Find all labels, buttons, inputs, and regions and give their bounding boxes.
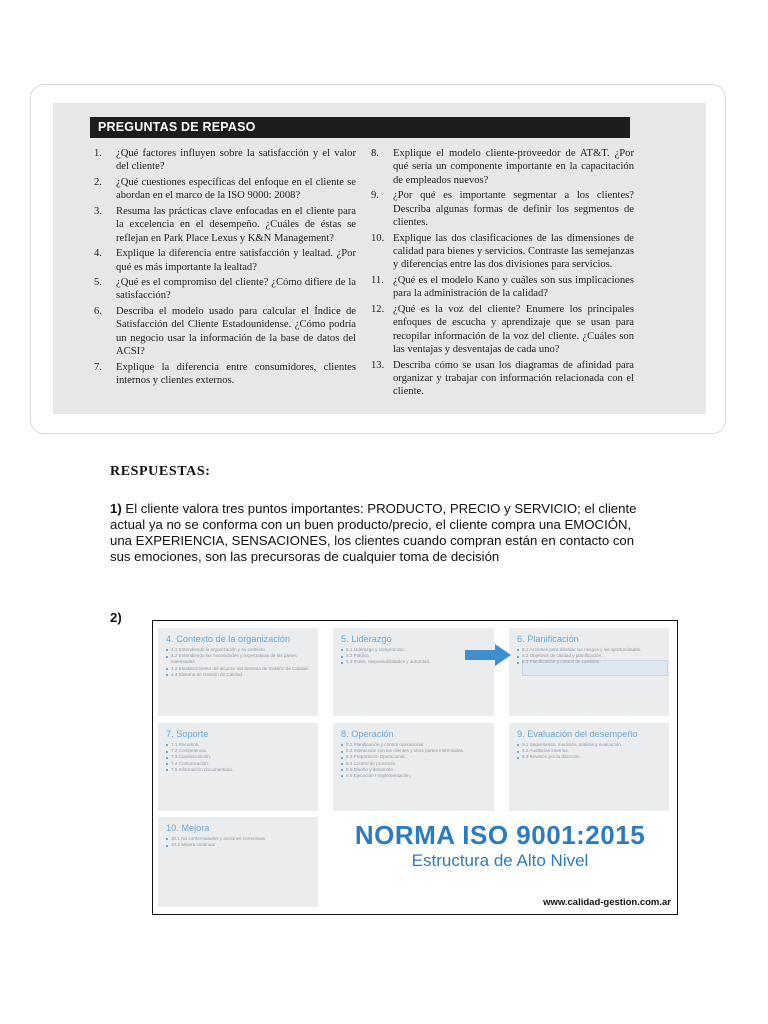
clause-box-operation: [333, 723, 494, 811]
question-item: 8. Explique el modelo cliente-proveedor de AT&T. ¿Por qué sería un componente importante en la capacitación de empleados nuevos?: [371, 148, 634, 186]
clause-item: 4.1 Entendiendo la organización y su contexto.: [166, 647, 312, 653]
figure-title: NORMA ISO 9001:2015: [354, 820, 646, 850]
question-item: 5. ¿Qué es el compromiso del cliente? ¿Cómo difiere de la satisfacción?: [94, 277, 356, 302]
clause-box-improvement: [158, 817, 318, 907]
clause-items: [517, 647, 657, 666]
clause-item: 10.2 Mejora continua.: [166, 842, 312, 848]
questions-left-column: [94, 147, 356, 390]
clause-item: 7.3 Concienciación.: [166, 754, 312, 760]
clause-items: [517, 742, 663, 761]
clause-title: 4. Contexto de la organización: [166, 634, 291, 644]
clause-item: 8.6 Ejecución / Implementación.: [341, 773, 487, 779]
answers-title: RESPUESTAS:: [110, 464, 211, 479]
review-questions-panel: [53, 103, 706, 414]
clause-item: 6.2 Objetivos de calidad y planificación.: [517, 653, 657, 659]
clause-box-support: [158, 723, 318, 811]
clause-title: 7. Soporte: [166, 729, 209, 739]
clause-item: 7.1 Recursos.: [166, 742, 312, 748]
clause-items: [341, 742, 487, 779]
clause-item: 4.4 Sistema de Gestión de Calidad.: [166, 672, 312, 678]
clause-item: 7.4 Comunicación.: [166, 761, 312, 767]
clause-item: 8.3 Preparación Operacional.: [341, 754, 487, 760]
question-item: 4. Explique la diferencia entre satisfacción y lealtad. ¿Por qué es más importante la lealtad?: [94, 248, 356, 273]
answer-1-number: 1): [110, 501, 122, 516]
clause-item: 10.1 No conformidades y acciones correctivas.: [166, 836, 312, 842]
clause-title: 10. Mejora: [166, 823, 210, 833]
question-item: 1. ¿Qué factores influyen sobre la satisfacción y el valor del cliente?: [94, 148, 356, 173]
question-item: 12. ¿Qué es la voz del cliente? Enumere los principales enfoques de escucha y aprendizaje que se usan para recopilar información de la voz del cliente. ¿Cuáles son las ventajas y desventajas de cada uno?: [371, 303, 634, 356]
question-item: 6. Describa el modelo usado para calcular el Índice de Satisfacción del Cliente Estadounidense. ¿Cómo podría un negocio usar la información de la base de datos del ACSI?: [94, 305, 356, 358]
question-item: 13. Describa cómo se usan los diagramas de afinidad para organizar y trabajar con información relacionada con el cliente.: [371, 359, 634, 398]
clause-item: 4.3 Establecimiento del alcance del Sistema de Gestión de Calidad.: [166, 666, 312, 672]
clause-title: 9. Evaluación del desempeño: [517, 729, 638, 739]
question-item: 10. Explique las dos clasificaciones de las dimensiones de calidad para bienes y servicios. Contraste las semejanzas y diferencias entre las dos divisiones para servicios.: [371, 232, 634, 271]
clause-item: 6.3 Planificación y control de cambios.: [517, 659, 657, 665]
clause-item: 8.4 Control de procesos.: [341, 761, 487, 767]
clause-item: 7.5 Información documentada.: [166, 767, 312, 773]
review-heading: PREGUNTAS DE REPASO: [90, 117, 630, 138]
answer-1-text: El cliente valora tres puntos importantes: PRODUCTO, PRECIO y SERVICIO; el cliente actual ya no se conforma con un buen producto/precio, el cliente compra una EMOCIÓN, una EXPERIENCIA, SENSACIONES, los clientes cuando compran están en contacto con sus emociones, son las precursoras de cualquier toma de decisión: [110, 501, 637, 564]
answer-1: [110, 501, 650, 565]
clause-item: 5.1 Liderazgo y compromiso.: [341, 647, 487, 653]
clause-title: 6. Planificación: [517, 634, 579, 644]
figure-source-url: www.calidad-gestion.com.ar: [543, 897, 671, 908]
clause-item: 7.2 Competencia.: [166, 748, 312, 754]
clause-item: 8.2 Interacción con los clientes y otras partes interesadas.: [341, 748, 487, 754]
figure-subtitle: Estructura de Alto Nivel: [411, 851, 589, 870]
clause-item: 8.5 Diseño y desarrollo.: [341, 767, 487, 773]
review-questions-card: [30, 84, 726, 434]
clause-item: 5.2 Política.: [341, 653, 487, 659]
clause-item: 5.3 Roles, responsabilidades y autoridad.: [341, 659, 487, 665]
answer-2-number: 2): [110, 610, 122, 625]
clause-item: 9.3 Revisión por la dirección.: [517, 754, 663, 760]
question-item: 9. ¿Por qué es importante segmentar a los clientes? Describa algunas formas de definir los segmentos de clientes.: [371, 190, 634, 229]
clause-title: 8. Operación: [341, 729, 394, 739]
clause-box-planning: [509, 628, 669, 716]
question-item: 7. Explique la diferencia entre consumidores, clientes internos y clientes externos.: [94, 361, 356, 387]
clause-item: 4.2 Entendiendo las necesidades y expectativas de las partes interesadas.: [166, 653, 312, 665]
clause-items: [166, 742, 312, 773]
clause-item: 9.2 Auditorías internas.: [517, 748, 663, 754]
clause-title: 5. Liderazgo: [341, 634, 392, 644]
arrow-right-icon: [465, 644, 511, 666]
clause-box-performance-evaluation: [509, 723, 669, 811]
clause-item: 9.1 Seguimiento, medición, análisis y evaluación.: [517, 742, 663, 748]
clause-item-highlighted: 6.1 Acciones para abordar los riesgos y las oportunidades.: [517, 647, 657, 653]
clause-items: [166, 836, 312, 848]
clause-box-context: [158, 628, 318, 716]
clause-item: 8.1 Planificación y control operacional.: [341, 742, 487, 748]
question-item: 3. Resuma las prácticas clave enfocadas en el cliente para la excelencia en el desempeño. ¿Cuáles de éstas se reflejan en Park Place Lexus y K&N Management?: [94, 205, 356, 244]
iso-9001-structure-figure: [152, 620, 678, 915]
clause-items: [166, 647, 312, 678]
clause-box-leadership: [333, 628, 494, 716]
questions-right-column: [371, 147, 634, 401]
question-item: 11. ¿Qué es el modelo Kano y cuáles son sus implicaciones para la administración de la calidad?: [371, 274, 634, 300]
question-item: 2. ¿Qué cuestiones específicas del enfoque en el cliente se abordan en el marco de la ISO 9000: 2008?: [94, 176, 356, 202]
